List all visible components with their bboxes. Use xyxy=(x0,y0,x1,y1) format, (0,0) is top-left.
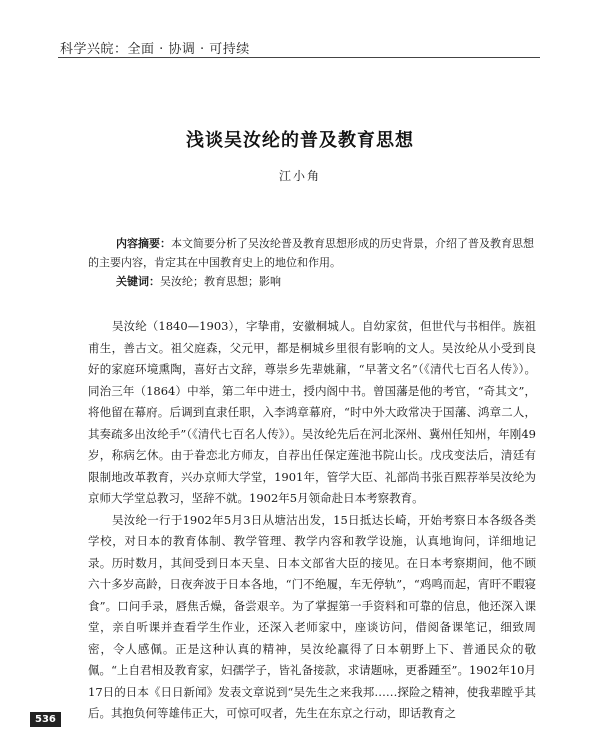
keywords-label: 关键词： xyxy=(116,275,160,288)
body-paragraph-1: 吴汝纶（1840—1903），字挚甫，安徽桐城人。自幼家贫，但世代与书相伴。族祖甫生，善古文。祖父庭森，父元甲，都是桐城乡里很有影响的文人。吴汝纶从小受到良好的家庭环境熏陶，喜好古文辞，尊崇乡先辈姚鼐，“早著文名”（《清代七百名人传》）。同治三年（1864）中举，第二年中进士，授内阁中书。曾国藩是他的考官，“奇其文”，将他留在幕府。后调到直隶任职，入李鸿章幕府，“时中外大政常决于国藩、鸿章二人，其奏疏多出汝纶手”（《清代七百名人传》）。吴汝纶先后在河北深州、冀州任知州，年刚49岁，称病乞休。由于眷恋北方师友，自荐出任保定莲池书院山长。戊戌变法后，清廷有限制地改革教育，兴办京师大学堂，1901年，管学大臣、礼部尚书张百熙荐举吴汝纶为京师大学堂总教习，坚辞不就。1902年5月领命赴日本考察教育。 xyxy=(88,319,536,505)
abstract xyxy=(88,234,536,272)
abstract-text: 本文简要分析了吴汝纶普及教育思想形成的历史背景，介绍了普及教育思想的主要内容，肯定其在中国教育史上的地位和作用。 xyxy=(88,237,534,269)
running-header: 科学兴皖：全面 · 协调 · 可持续 xyxy=(60,42,250,57)
header-rule xyxy=(58,57,540,58)
body-paragraph-2: 吴汝纶一行于1902年5月3日从塘沽出发，15日抵达长崎，开始考察日本各级各类学校，对日本的教育体制、教学管理、教学内容和教学设施，认真地询问，详细地记录。历时数月，其间受到日本天皇、日本文部省大臣的接见。在日本考察期间，他不顾六十多岁高龄，日夜奔波于日本各地，“门不绝履，车无停轨”，“鸡鸣而起，宵旰不暇寝食”。口问手录，唇焦舌燥，备尝艰辛。为了掌握第一手资料和可靠的信息，他还深入课堂，亲自听课并查看学生作业，还深入老师家中，座谈访问，借阅备课笔记，细致周密，令人感佩。正是这种认真的精神，吴汝纶赢得了日本朝野上下、普通民众的敬佩。“上自君相及教育家，妇孺学子，皆礼备接款，求请题咏，更番踵至”。1902年10月17日的日本《日日新闻》发表文章说到“吴先生之来我邦……探险之精神，使我辈瞠乎其后。其抱负何等雄伟正大，可惊可叹者，先生在东京之行动，即话教育之 xyxy=(88,512,536,720)
article-title: 浅谈吴汝纶的普及教育思想 xyxy=(186,130,414,151)
keywords-text: 吴汝纶；教育思想；影响 xyxy=(160,275,281,288)
keywords xyxy=(88,272,536,291)
page-number: 536 xyxy=(30,712,61,727)
abstract-label: 内容摘要： xyxy=(116,237,171,250)
abstract-block xyxy=(88,234,536,291)
article-author: 江小角 xyxy=(278,169,321,183)
article-body xyxy=(88,316,536,725)
